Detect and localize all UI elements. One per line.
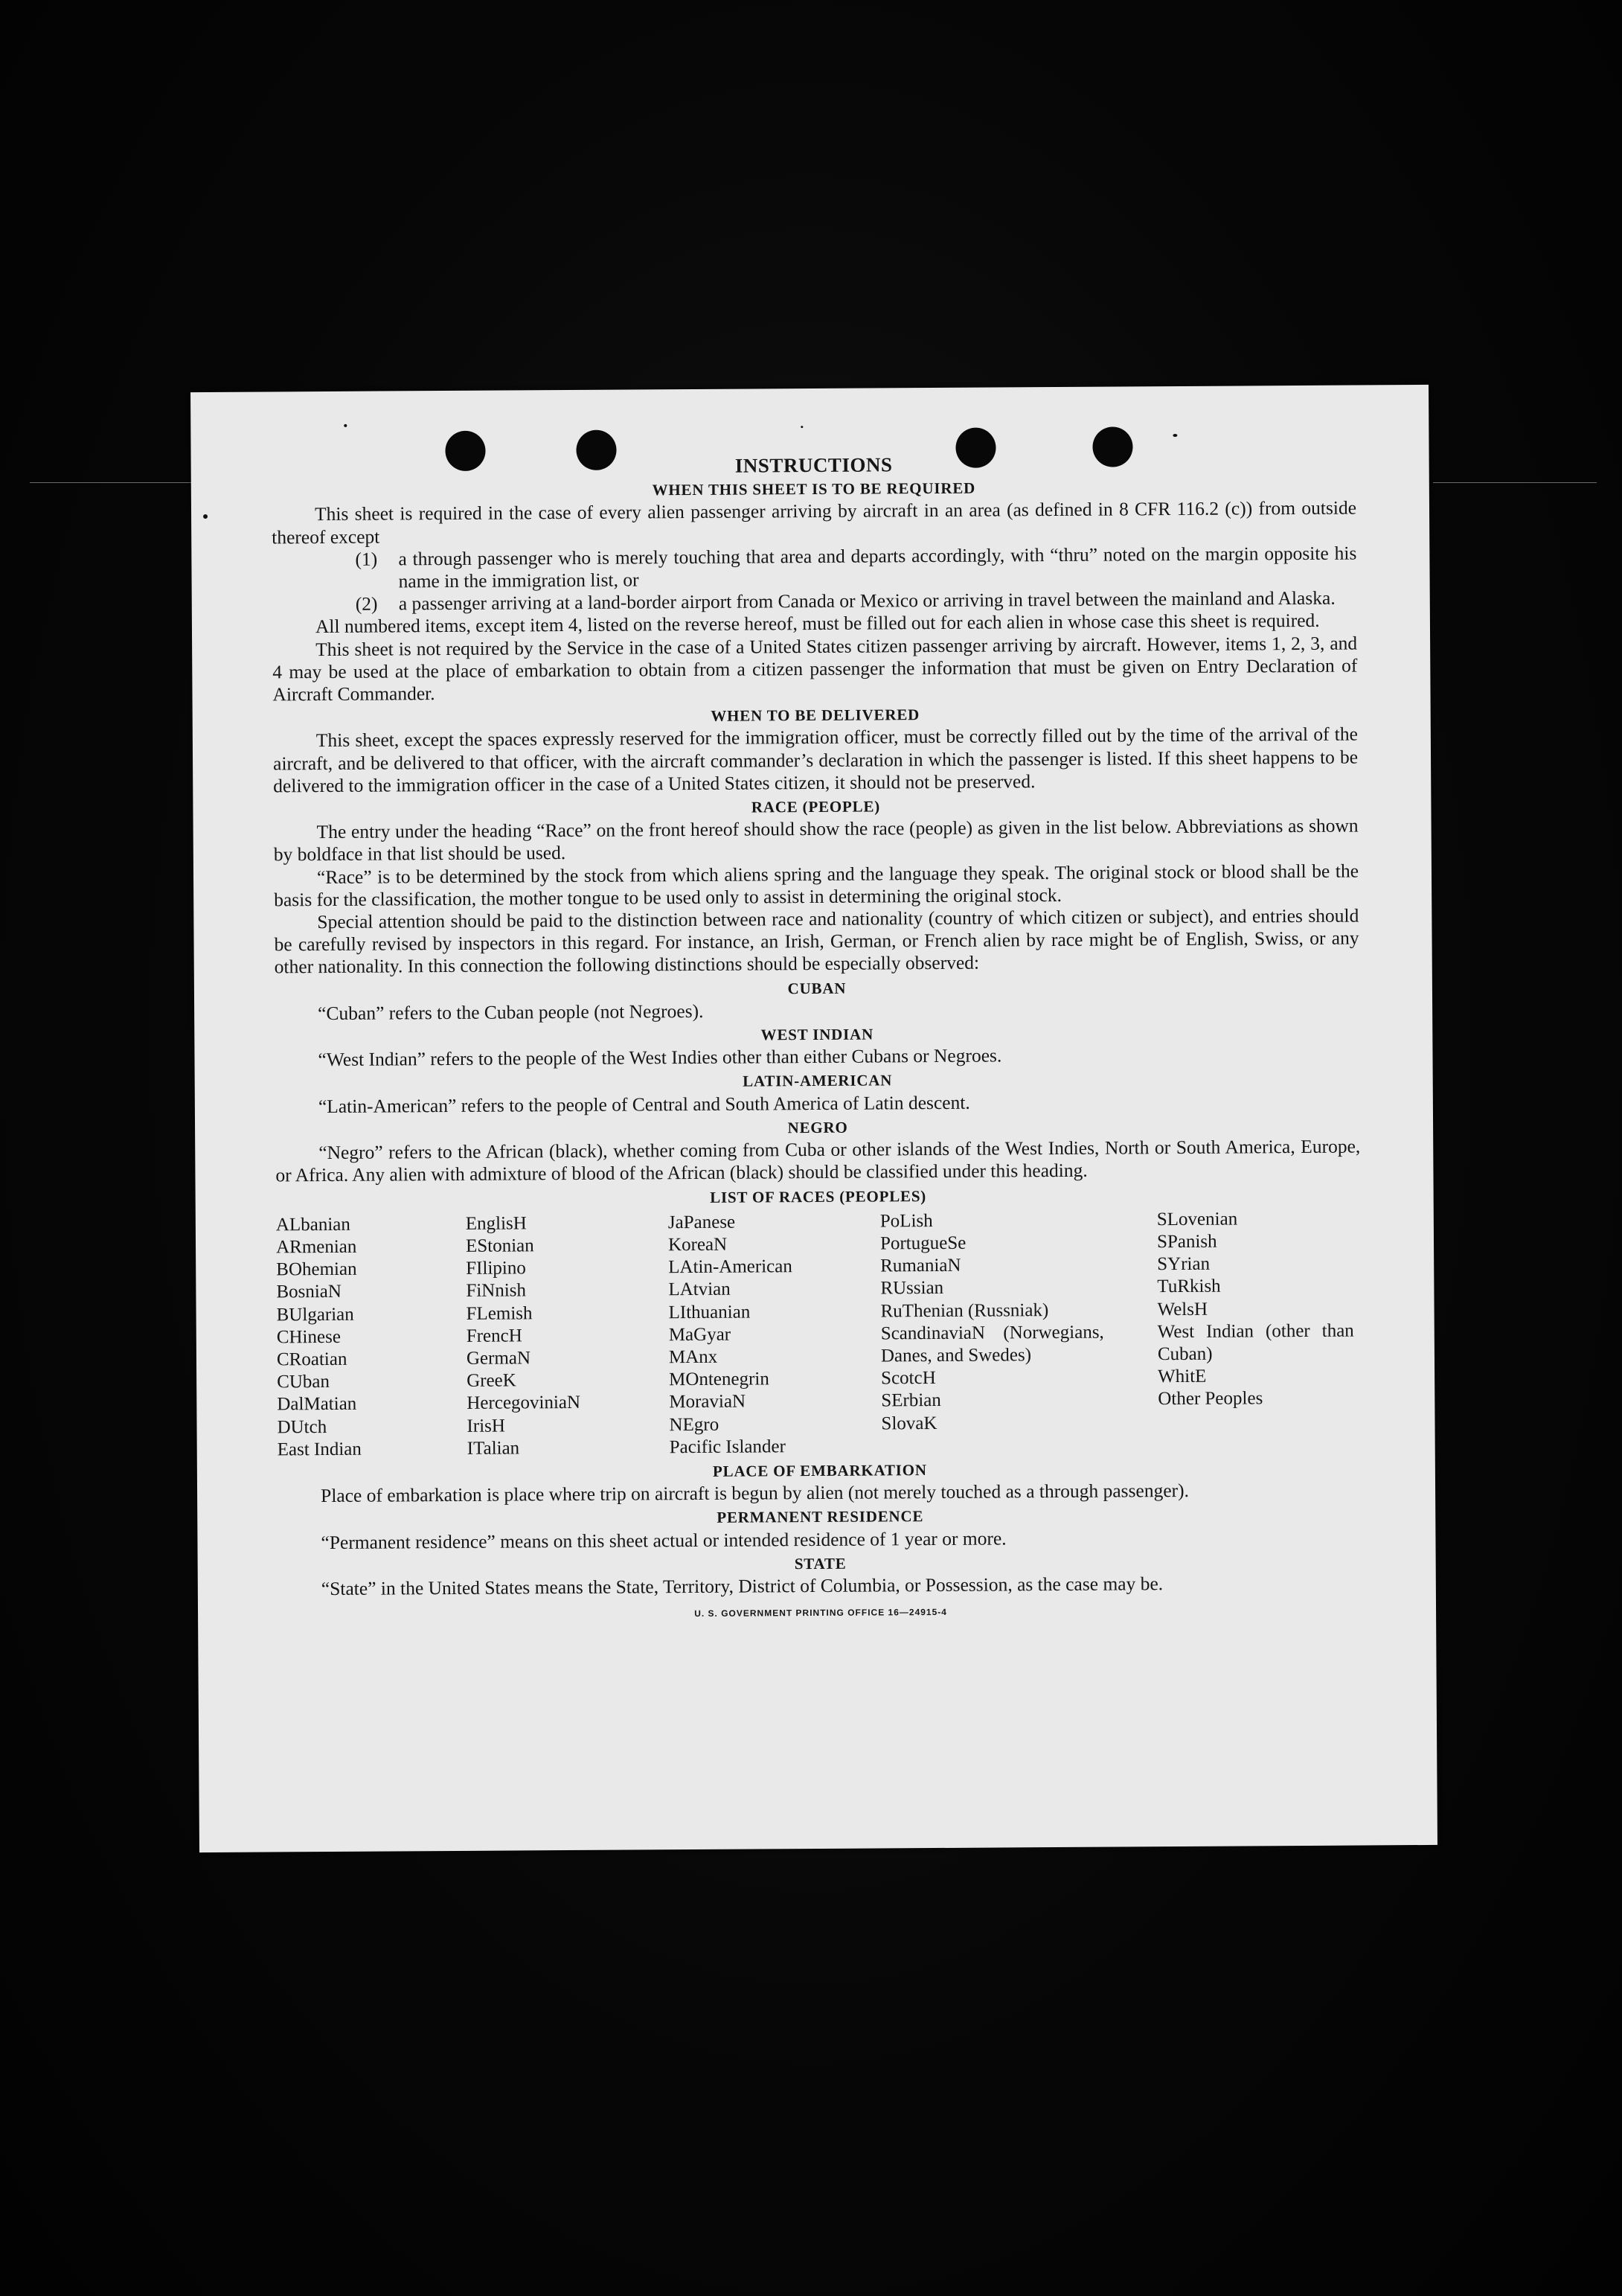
section-heading-residence: PERMANENT RESIDENCE xyxy=(717,1507,924,1527)
scan-artifact-line xyxy=(30,482,195,483)
race-column xyxy=(880,1209,1158,1458)
instructions-body xyxy=(272,451,1364,1628)
exception-text: a through passenger who is merely touching that area and departs accordingly, with “thru” noted on the margin opposite his name in the immigration list, or xyxy=(398,542,1357,592)
section-heading-state: STATE xyxy=(794,1554,847,1573)
race-entry: SLovenian xyxy=(1156,1209,1238,1229)
race-para-3: Special attention should be paid to the distinction between race and nationality (country of which citizen or subject), and entries should be carefully revised by inspectors in this regard. For instance, an Irish, German, or French alien by race might be of English, Swiss, or any other nationality. In this connection the following distinctions should be especially observed: xyxy=(274,904,1359,978)
section-heading-west-indian: WEST INDIAN xyxy=(760,1025,874,1044)
dust-speck xyxy=(801,426,803,428)
section-heading-list-of-races: LIST OF RACES (PEOPLES) xyxy=(710,1186,927,1206)
dust-speck xyxy=(344,424,347,427)
race-entry: SPanish xyxy=(1156,1231,1217,1253)
dust-speck xyxy=(203,514,208,519)
race-entry: DalMatian xyxy=(277,1394,357,1415)
race-entry: LAtvian xyxy=(668,1279,731,1300)
race-entry: CHinese xyxy=(276,1326,341,1348)
section-heading-cuban: CUBAN xyxy=(787,979,847,997)
race-entry: FrencH xyxy=(466,1326,522,1346)
race-entry: ITalian xyxy=(467,1438,520,1459)
cuban-text: “Cuban” refers to the Cuban people (not Negroes). xyxy=(318,1000,704,1024)
section-heading-delivered: WHEN TO BE DELIVERED xyxy=(711,706,920,726)
page-title: INSTRUCTIONS xyxy=(734,453,893,477)
race-entry: NEgro xyxy=(669,1414,719,1435)
race-entry: LAtin-American xyxy=(668,1256,792,1278)
section-heading-embarkation: PLACE OF EMBARKATION xyxy=(712,1461,927,1480)
embarkation-text: Place of embarkation is place where trip on aircraft is begun by alien (not merely touched as a through passenger). xyxy=(320,1480,1190,1507)
race-entry: BUlgarian xyxy=(276,1304,354,1325)
exception-item xyxy=(355,542,1356,593)
race-entry: MOntenegrin xyxy=(669,1369,769,1390)
race-entry: JaPanese xyxy=(667,1212,736,1232)
section-heading-required: WHEN THIS SHEET IS TO BE REQUIRED xyxy=(652,479,976,499)
race-entry: Pacific Islander xyxy=(669,1436,786,1457)
race-entry: FiNnish xyxy=(466,1280,527,1302)
residence-text: “Permanent residence” means on this sheet actual or intended residence of 1 year or more. xyxy=(321,1526,1007,1553)
race-entry: DUtch xyxy=(277,1416,327,1437)
race-entry: GreeK xyxy=(467,1370,516,1391)
scan-artifact-line xyxy=(1433,482,1597,483)
race-para-2: “Race” is to be determined by the stock from which aliens spring and the language they speak. The original stock or blood shall be the basis for the classification, the mother tongue to be used only to assist in determining the original stock. xyxy=(274,860,1359,911)
race-entry: RUssian xyxy=(880,1278,944,1299)
section-heading-latin-american: LATIN-AMERICAN xyxy=(743,1071,893,1091)
race-entry: CRoatian xyxy=(276,1349,347,1370)
race-entry: SlovaK xyxy=(881,1413,937,1433)
delivered-text: This sheet, except the spaces expressly reserved for the immigration officer, must be correctly filled out by the time of the arrival of the aircraft, and be delivered to that officer, with the aircraft commander’s declaration in which the passenger is listed. If this sheet happens to be delivered to the immigration officer in the case of a United States citizen, it should not be preserved. xyxy=(272,723,1359,797)
race-entry: KoreaN xyxy=(667,1234,728,1256)
race-entry: BOhemian xyxy=(276,1259,357,1280)
race-entry: FIlipino xyxy=(466,1258,526,1279)
race-entry: EnglisH xyxy=(465,1213,527,1234)
race-entry: FLemish xyxy=(466,1302,533,1324)
exception-text: a passenger arriving at a land-border airport from Canada or Mexico or arriving in travel between the mainland and Alaska. xyxy=(398,586,1336,615)
race-entry: EStonian xyxy=(465,1235,534,1256)
required-para-3: This sheet is not required by the Service in the case of a United States citizen passenger arriving by aircraft. However, items 1, 2, 3, and 4 may be used at the place of embarkation to obtain from a citizen passenger the information that must be given on Entry Declaration of Aircraft Commander. xyxy=(272,632,1358,706)
race-entry: PoLish xyxy=(879,1210,933,1232)
race-column xyxy=(276,1213,467,1462)
race-entry: East Indian xyxy=(277,1439,362,1460)
west-indian-text: “West Indian” refers to the people of the West Indies other than either Cubans or Negroes. xyxy=(318,1044,1002,1071)
race-para-1: The entry under the heading “Race” on the front hereof should show the race (people) as given in the list below. Abbreviations as shown by boldface in that list should be used. xyxy=(273,814,1359,866)
race-entry: WelsH xyxy=(1157,1299,1208,1320)
race-entry: HercegoviniaN xyxy=(467,1392,581,1414)
exception-number: (1) xyxy=(355,548,378,570)
race-entry: Other Peoples xyxy=(1158,1388,1263,1410)
race-entry: West Indian (other than Cuban) xyxy=(1157,1320,1354,1365)
printer-imprint: U. S. GOVERNMENT PRINTING OFFICE 16—24915-4 xyxy=(694,1607,947,1619)
race-entry: ALbanian xyxy=(275,1214,350,1235)
negro-text: “Negro” refers to the African (black), whether coming from Cuba or other islands of the West Indies, North or South America, Europe, or Africa. Any alien with admixture of blood of the African (black) should be classified under this heading. xyxy=(275,1135,1361,1186)
race-entry: MaGyar xyxy=(668,1324,731,1345)
race-entry: MoraviaN xyxy=(669,1391,746,1413)
section-heading-negro: NEGRO xyxy=(787,1118,848,1137)
race-column xyxy=(1157,1207,1362,1456)
document-page xyxy=(190,385,1437,1852)
state-text: “State” in the United States means the State, Territory, District of Columbia, or Possession, as the case may be. xyxy=(321,1573,1164,1600)
race-entry: WhitE xyxy=(1158,1366,1207,1387)
race-entry: CUban xyxy=(277,1372,330,1392)
race-entry: IrisH xyxy=(467,1416,505,1436)
race-entry: MAnx xyxy=(668,1346,718,1368)
latin-american-text: “Latin-American” refers to the people of Central and South America of Latin descent. xyxy=(318,1091,970,1117)
race-entry: RumaniaN xyxy=(880,1255,961,1276)
exception-number: (2) xyxy=(355,592,378,615)
section-heading-race: RACE (PEOPLE) xyxy=(751,797,881,816)
dust-speck xyxy=(1173,434,1177,437)
race-list xyxy=(276,1207,1362,1461)
race-entry: SYrian xyxy=(1157,1253,1211,1275)
race-entry: PortugueSe xyxy=(879,1232,967,1254)
race-entry: LIthuanian xyxy=(668,1302,751,1323)
required-intro: This sheet is required in the case of every alien passenger arriving by aircraft in an area (as defined in 8 CFR 116.2 (c)) from outside thereof except xyxy=(272,496,1357,549)
required-para-2: All numbered items, except item 4, listed on the reverse hereof, must be filled out for each alien in whose case this sheet is required. xyxy=(315,610,1320,638)
race-entry: RuThenian (Russniak) xyxy=(880,1299,1049,1321)
race-entry: ARmenian xyxy=(275,1236,357,1258)
race-entry: GermaN xyxy=(466,1348,531,1369)
race-entry: BosniaN xyxy=(276,1282,342,1302)
race-entry: TuRkish xyxy=(1157,1276,1221,1297)
race-entry: ScotcH xyxy=(881,1368,936,1389)
race-column xyxy=(466,1212,670,1460)
race-entry: SErbian xyxy=(881,1390,941,1411)
race-column xyxy=(668,1210,882,1459)
race-entry: ScandinaviaN (Norwegians, Danes, and Swedes) xyxy=(880,1322,1104,1366)
